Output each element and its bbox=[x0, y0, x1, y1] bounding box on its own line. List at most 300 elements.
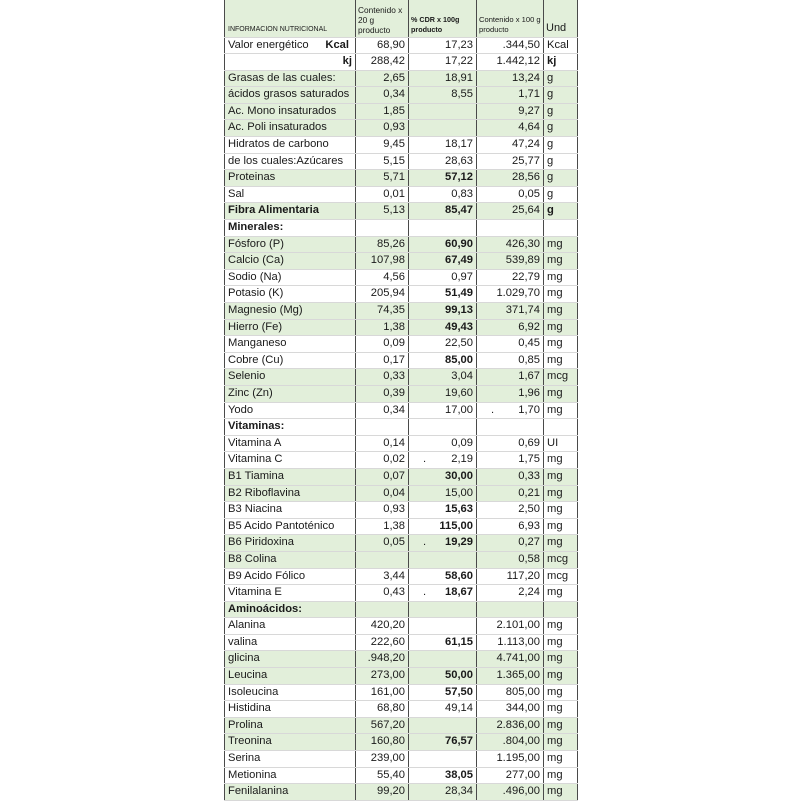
value-cdr-text: 17,22 bbox=[445, 55, 473, 68]
value-20g-text: 0,93 bbox=[383, 121, 405, 134]
unit-text: mg bbox=[547, 287, 563, 300]
value-100g-text: 6,92 bbox=[518, 320, 540, 333]
table-row bbox=[225, 352, 578, 369]
value-cdr-text: 18,91 bbox=[445, 71, 473, 84]
value-cdr bbox=[409, 734, 477, 751]
table-row bbox=[225, 253, 578, 270]
value-cdr-text: 115,00 bbox=[439, 519, 473, 532]
unit-text: g bbox=[547, 104, 554, 117]
nutrient-name-text: B8 Colina bbox=[228, 552, 277, 565]
table-row bbox=[225, 269, 578, 286]
value-100g-text: .804,00 bbox=[502, 735, 540, 748]
value-100g-text: 371,74 bbox=[505, 304, 540, 316]
value-cdr-text: 85,47 bbox=[445, 204, 473, 217]
empty-cell bbox=[409, 220, 477, 237]
unit-text: mg bbox=[547, 304, 563, 316]
value-100g bbox=[477, 170, 544, 187]
value-20g bbox=[356, 717, 409, 734]
value-20g-text: 0,07 bbox=[383, 469, 405, 482]
value-20g-text: 273,00 bbox=[370, 669, 405, 682]
value-20g bbox=[356, 153, 409, 170]
value-100g-text: 1.113,00 bbox=[497, 635, 540, 648]
value-100g-text: 0,85 bbox=[518, 353, 540, 366]
value-cdr bbox=[409, 120, 477, 137]
value-100g-text: 2,24 bbox=[518, 586, 540, 599]
unit-text: g bbox=[547, 154, 554, 167]
unit bbox=[544, 236, 578, 253]
value-cdr-text: 58,60 bbox=[445, 569, 473, 582]
value-100g bbox=[477, 701, 544, 718]
table-row bbox=[225, 303, 578, 320]
value-cdr bbox=[409, 203, 477, 220]
value-cdr-text: 3,04 bbox=[451, 370, 473, 383]
value-100g bbox=[477, 253, 544, 270]
section-label bbox=[225, 220, 356, 237]
value-cdr-text: 2,19 bbox=[451, 453, 473, 466]
unit-text: mg bbox=[547, 486, 563, 499]
value-20g-text: 160,80 bbox=[370, 735, 405, 748]
nutrient-name-text: Fenilalanina bbox=[228, 785, 289, 798]
nutrient-name-text: Serina bbox=[228, 752, 261, 765]
table-body bbox=[225, 37, 578, 800]
unit bbox=[544, 170, 578, 187]
unit-text: mg bbox=[547, 503, 563, 516]
value-20g bbox=[356, 120, 409, 137]
value-20g bbox=[356, 402, 409, 419]
nutrient-name-text: ácidos grasos saturados bbox=[228, 88, 350, 101]
value-20g-text: 107,98 bbox=[370, 254, 405, 267]
unit bbox=[544, 369, 578, 386]
nutrient-name-text: Magnesio (Mg) bbox=[228, 304, 303, 316]
unit bbox=[544, 385, 578, 402]
value-20g-text: 2,65 bbox=[383, 71, 405, 84]
nutrient-name bbox=[225, 253, 356, 270]
nutrient-name bbox=[225, 452, 356, 469]
nutrient-name bbox=[225, 369, 356, 386]
value-100g bbox=[477, 303, 544, 320]
value-100g bbox=[477, 518, 544, 535]
table-row bbox=[225, 137, 578, 154]
table-row bbox=[225, 336, 578, 353]
table-row bbox=[225, 385, 578, 402]
value-cdr-text: 51,49 bbox=[445, 287, 473, 300]
value-20g-text: 0,02 bbox=[383, 453, 405, 466]
value-100g-text: 539,89 bbox=[505, 254, 540, 267]
value-20g bbox=[356, 369, 409, 386]
value-cdr-text: 50,00 bbox=[445, 669, 473, 682]
table-row bbox=[225, 684, 578, 701]
value-cdr-text: 18,67 bbox=[445, 586, 473, 599]
value-cdr bbox=[409, 668, 477, 685]
value-100g-text: 25,77 bbox=[512, 154, 540, 167]
nutrient-name bbox=[225, 170, 356, 187]
value-20g bbox=[356, 54, 409, 71]
value-100g-text: 117,20 bbox=[506, 569, 540, 582]
value-cdr-text: 61,15 bbox=[445, 635, 473, 648]
unit bbox=[544, 319, 578, 336]
value-20g-text: 5,15 bbox=[383, 154, 405, 167]
value-cdr bbox=[409, 767, 477, 784]
nutrient-name bbox=[225, 784, 356, 801]
value-20g bbox=[356, 518, 409, 535]
value-20g bbox=[356, 751, 409, 768]
unit-text: g bbox=[547, 121, 554, 134]
nutrient-name bbox=[225, 269, 356, 286]
value-20g bbox=[356, 236, 409, 253]
value-100g-text: 1,75 bbox=[518, 453, 540, 466]
value-cdr bbox=[409, 286, 477, 303]
value-cdr-text: 30,00 bbox=[445, 469, 473, 482]
nutrient-name-text: Vitamina C bbox=[228, 453, 283, 466]
unit bbox=[544, 568, 578, 585]
empty-cell bbox=[477, 601, 544, 618]
unit-text: mg bbox=[547, 586, 563, 599]
value-100g bbox=[477, 269, 544, 286]
nutrition-table bbox=[224, 0, 578, 801]
section-row bbox=[225, 220, 578, 237]
value-20g bbox=[356, 784, 409, 801]
value-cdr bbox=[409, 37, 477, 54]
empty-cell bbox=[544, 220, 578, 237]
value-100g bbox=[477, 751, 544, 768]
nutrient-name-text: Proteinas bbox=[228, 171, 276, 184]
value-100g bbox=[477, 103, 544, 120]
value-100g bbox=[477, 684, 544, 701]
value-100g-text: .344,50 bbox=[502, 38, 540, 51]
unit-text: mg bbox=[547, 669, 563, 682]
value-20g bbox=[356, 452, 409, 469]
nutrient-name bbox=[225, 37, 356, 54]
value-20g bbox=[356, 336, 409, 353]
value-20g bbox=[356, 186, 409, 203]
table-row bbox=[225, 120, 578, 137]
unit bbox=[544, 103, 578, 120]
table-row bbox=[225, 701, 578, 718]
value-100g-text: 0,05 bbox=[518, 187, 540, 200]
value-cdr-text: 99,13 bbox=[445, 304, 473, 316]
value-cdr bbox=[409, 751, 477, 768]
value-20g-text: 0,01 bbox=[383, 187, 405, 200]
value-20g-text: 0,04 bbox=[383, 486, 405, 499]
value-20g-text: 5,71 bbox=[383, 171, 405, 184]
nutrient-name-text: B6 Piridoxina bbox=[228, 536, 294, 549]
unit bbox=[544, 618, 578, 635]
value-100g bbox=[477, 568, 544, 585]
value-20g-text: 4,56 bbox=[383, 270, 405, 283]
table-row bbox=[225, 551, 578, 568]
value-20g bbox=[356, 37, 409, 54]
nutrient-name-text: Sal bbox=[228, 187, 245, 200]
nutrient-name bbox=[225, 186, 356, 203]
unit bbox=[544, 717, 578, 734]
value-cdr bbox=[409, 717, 477, 734]
value-cdr bbox=[409, 502, 477, 519]
nutrient-name bbox=[225, 684, 356, 701]
nutrient-name-text: Fibra Alimentaria bbox=[228, 204, 319, 217]
value-100g bbox=[477, 385, 544, 402]
table-row bbox=[225, 186, 578, 203]
nutrition-sheet bbox=[224, 0, 577, 801]
value-100g bbox=[477, 452, 544, 469]
unit bbox=[544, 468, 578, 485]
value-20g-text: 0,43 bbox=[383, 586, 405, 599]
value-100g bbox=[477, 186, 544, 203]
nutrient-name-text: B3 Niacina bbox=[228, 503, 283, 516]
value-100g-text: 1.365,00 bbox=[496, 669, 540, 682]
value-cdr-text: 19,29 bbox=[445, 536, 473, 549]
nutrient-name bbox=[225, 618, 356, 635]
value-cdr bbox=[409, 336, 477, 353]
unit bbox=[544, 269, 578, 286]
empty-cell bbox=[477, 220, 544, 237]
nutrient-name bbox=[225, 236, 356, 253]
value-20g bbox=[356, 701, 409, 718]
nutrient-name-text: Isoleucina bbox=[228, 685, 279, 698]
unit bbox=[544, 535, 578, 552]
unit-text: mg bbox=[547, 536, 563, 549]
unit bbox=[544, 784, 578, 801]
value-cdr-text: 57,12 bbox=[445, 171, 473, 184]
table-row bbox=[225, 153, 578, 170]
value-100g-text: 1.195,00 bbox=[496, 752, 540, 765]
value-20g bbox=[356, 634, 409, 651]
nutrient-name-text: de los cuales:Azúcares bbox=[228, 154, 344, 167]
nutrient-name bbox=[225, 551, 356, 568]
unit bbox=[544, 54, 578, 71]
value-100g bbox=[477, 236, 544, 253]
nutrient-name bbox=[225, 336, 356, 353]
value-cdr bbox=[409, 153, 477, 170]
empty-cell bbox=[544, 601, 578, 618]
value-cdr-text: 15,00 bbox=[445, 486, 473, 499]
value-20g bbox=[356, 585, 409, 602]
nutrient-name-text: Hierro (Fe) bbox=[228, 320, 283, 333]
table-row bbox=[225, 784, 578, 801]
table-row bbox=[225, 468, 578, 485]
value-cdr bbox=[409, 54, 477, 71]
value-20g bbox=[356, 137, 409, 154]
value-20g-text: 68,90 bbox=[377, 38, 405, 51]
value-100g-text: 1.442,12 bbox=[496, 55, 540, 68]
table-row bbox=[225, 668, 578, 685]
table-row bbox=[225, 203, 578, 220]
unit-text: g bbox=[547, 138, 554, 151]
value-100g bbox=[477, 137, 544, 154]
value-100g bbox=[477, 784, 544, 801]
value-20g bbox=[356, 651, 409, 668]
nutrient-name bbox=[225, 468, 356, 485]
value-100g bbox=[477, 717, 544, 734]
value-100g-text: 28,56 bbox=[512, 171, 540, 184]
section-label-text: Vitaminas: bbox=[228, 420, 285, 433]
value-20g-text: 74,35 bbox=[377, 304, 405, 316]
value-20g-text: 0,33 bbox=[383, 370, 405, 383]
nutrient-name-text: B1 Tiamina bbox=[228, 469, 284, 482]
table-row bbox=[225, 369, 578, 386]
value-100g-text: 2.101,00 bbox=[496, 619, 540, 632]
unit bbox=[544, 452, 578, 469]
value-cdr-text: 49,14 bbox=[445, 702, 473, 715]
value-20g-text: 0,34 bbox=[383, 403, 405, 416]
value-100g bbox=[477, 203, 544, 220]
unit-text: mg bbox=[547, 254, 563, 267]
value-20g-text: 99,20 bbox=[377, 785, 405, 798]
value-100g-text: 4,64 bbox=[518, 121, 540, 134]
value-cdr bbox=[409, 385, 477, 402]
value-cdr-text: 22,50 bbox=[445, 337, 473, 350]
value-cdr bbox=[409, 468, 477, 485]
unit bbox=[544, 701, 578, 718]
value-100g bbox=[477, 87, 544, 104]
value-cdr bbox=[409, 585, 477, 602]
empty-cell bbox=[409, 419, 477, 436]
unit bbox=[544, 120, 578, 137]
empty-cell bbox=[477, 419, 544, 436]
value-100g bbox=[477, 668, 544, 685]
nutrient-name-text: Vitamina E bbox=[228, 586, 282, 599]
value-20g-text: 0,14 bbox=[383, 436, 405, 449]
value-cdr bbox=[409, 319, 477, 336]
value-20g-text: 0,05 bbox=[383, 536, 405, 549]
nutrient-name bbox=[225, 203, 356, 220]
value-100g bbox=[477, 468, 544, 485]
stray-mark: . bbox=[423, 536, 427, 549]
value-20g-text: 0,39 bbox=[383, 386, 405, 399]
value-20g-text: 205,94 bbox=[370, 287, 405, 300]
value-100g-text: 277,00 bbox=[505, 768, 540, 781]
unit-text: kj bbox=[547, 55, 557, 68]
unit bbox=[544, 402, 578, 419]
nutrient-name bbox=[225, 651, 356, 668]
value-100g bbox=[477, 319, 544, 336]
value-cdr-text: 0,09 bbox=[451, 436, 473, 449]
nutrient-name bbox=[225, 153, 356, 170]
value-20g-text: 0,17 bbox=[383, 353, 405, 366]
value-100g bbox=[477, 153, 544, 170]
value-20g bbox=[356, 684, 409, 701]
unit bbox=[544, 137, 578, 154]
unit bbox=[544, 70, 578, 87]
table-row bbox=[225, 618, 578, 635]
stray-mark: . bbox=[491, 403, 495, 416]
unit-text: mg bbox=[547, 685, 563, 698]
header-und: Und bbox=[544, 0, 578, 37]
unit-text: mg bbox=[547, 752, 563, 765]
value-cdr bbox=[409, 402, 477, 419]
unit-text: mg bbox=[547, 403, 563, 416]
value-cdr-text: 8,55 bbox=[451, 88, 473, 101]
table-row bbox=[225, 485, 578, 502]
value-20g bbox=[356, 485, 409, 502]
header-col100: Contenido x 100 g producto bbox=[477, 0, 544, 37]
value-20g bbox=[356, 203, 409, 220]
value-20g-text: 420,20 bbox=[370, 619, 405, 632]
value-100g bbox=[477, 585, 544, 602]
nutrient-name-text: Yodo bbox=[228, 403, 254, 416]
value-20g bbox=[356, 535, 409, 552]
section-label bbox=[225, 601, 356, 618]
nutrient-name bbox=[225, 286, 356, 303]
value-100g-text: 9,27 bbox=[518, 104, 540, 117]
nutrient-name-text: Potasio (K) bbox=[228, 287, 284, 300]
nutrient-name bbox=[225, 502, 356, 519]
table-row bbox=[225, 651, 578, 668]
table-row bbox=[225, 502, 578, 519]
value-100g-text: 1,67 bbox=[518, 370, 540, 383]
value-cdr bbox=[409, 369, 477, 386]
value-cdr bbox=[409, 618, 477, 635]
nutrient-name bbox=[225, 303, 356, 320]
nutrient-name bbox=[225, 402, 356, 419]
unit bbox=[544, 751, 578, 768]
stray-mark: . bbox=[423, 453, 427, 466]
nutrient-name bbox=[225, 568, 356, 585]
table-row bbox=[225, 286, 578, 303]
value-20g-text: 68,80 bbox=[377, 702, 405, 715]
nutrient-name bbox=[225, 751, 356, 768]
value-cdr bbox=[409, 784, 477, 801]
value-100g-text: 4.741,00 bbox=[496, 652, 540, 665]
value-100g bbox=[477, 535, 544, 552]
nutrient-name-text: B2 Riboflavina bbox=[228, 486, 301, 499]
value-20g bbox=[356, 618, 409, 635]
value-20g bbox=[356, 303, 409, 320]
value-20g-text: 239,00 bbox=[370, 752, 405, 765]
value-100g bbox=[477, 352, 544, 369]
nutrient-name-text: Valor energético bbox=[228, 38, 309, 51]
nutrient-name-text: Leucina bbox=[228, 669, 268, 682]
nutrient-name bbox=[225, 120, 356, 137]
value-20g-text: 0,09 bbox=[383, 337, 405, 350]
value-cdr-text: 17,23 bbox=[445, 38, 473, 51]
nutrient-name bbox=[225, 535, 356, 552]
unit-text: mg bbox=[547, 718, 563, 731]
value-100g-text: 1.029,70 bbox=[496, 287, 540, 300]
unit bbox=[544, 684, 578, 701]
empty-cell bbox=[356, 220, 409, 237]
value-20g bbox=[356, 170, 409, 187]
value-20g bbox=[356, 103, 409, 120]
value-100g-text: 0,21 bbox=[518, 486, 540, 499]
value-100g bbox=[477, 120, 544, 137]
value-20g bbox=[356, 468, 409, 485]
value-cdr bbox=[409, 435, 477, 452]
value-cdr-text: 49,43 bbox=[445, 320, 473, 333]
unit-text: UI bbox=[547, 436, 559, 449]
unit-text: mcg bbox=[547, 552, 569, 565]
header-label: INFORMACION NUTRICIONAL bbox=[225, 0, 356, 37]
value-100g bbox=[477, 336, 544, 353]
nutrient-name-text: Calcio (Ca) bbox=[228, 254, 284, 267]
table-row bbox=[225, 518, 578, 535]
nutrient-name-text: Cobre (Cu) bbox=[228, 353, 284, 366]
nutrient-name-text: glicina bbox=[228, 652, 260, 665]
unit-text: mg bbox=[547, 735, 563, 748]
unit-text: mg bbox=[547, 702, 563, 715]
value-20g-text: 0,34 bbox=[383, 88, 405, 101]
unit-text: g bbox=[547, 71, 554, 84]
value-100g-text: 805,00 bbox=[505, 685, 540, 698]
nutrient-name bbox=[225, 137, 356, 154]
value-100g bbox=[477, 435, 544, 452]
value-100g-text: 13,24 bbox=[512, 71, 540, 84]
value-cdr bbox=[409, 103, 477, 120]
unit-text: g bbox=[547, 204, 554, 217]
value-100g-text: 0,69 bbox=[518, 436, 540, 449]
table-row bbox=[225, 103, 578, 120]
unit bbox=[544, 551, 578, 568]
table-row bbox=[225, 54, 578, 71]
